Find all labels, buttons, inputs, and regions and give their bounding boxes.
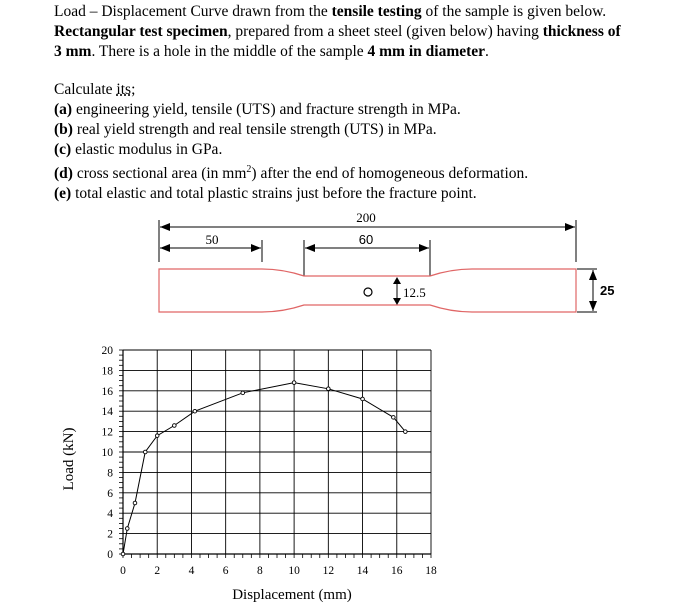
question-a: engineering yield, tensile (UTS) and fracture strength in MPa. (72, 101, 461, 118)
data-point (193, 409, 197, 413)
y-tick-label: 12 (101, 426, 113, 439)
dim-total-label: 200 (356, 210, 376, 225)
question-a-key: (a) (54, 101, 73, 118)
data-point (241, 391, 245, 395)
x-tick-label: 16 (391, 565, 403, 577)
y-tick-label: 10 (101, 447, 113, 459)
x-tick-label: 2 (154, 565, 161, 577)
dim-width-label: 25 (600, 283, 615, 298)
data-point (392, 416, 396, 420)
x-tick-label: 6 (222, 565, 229, 577)
x-tick-labels (120, 565, 437, 577)
dim-gauge-label: 60 (358, 232, 374, 247)
intro-bold: 3 mm (54, 43, 92, 60)
y-tick-label: 2 (107, 528, 113, 541)
data-point (404, 430, 408, 434)
question-b: real yield strength and real tensile strength (UTS) in MPa. (72, 121, 437, 138)
chart-grid (119, 350, 431, 558)
x-tick-label: 14 (356, 565, 369, 577)
x-tick-label: 8 (257, 565, 263, 577)
question-lead: ; (131, 81, 136, 98)
question-d-key: (d) (54, 165, 73, 183)
question-lead: Calculate (54, 81, 117, 98)
question-d: ) after the end of homogeneous deformation. (251, 165, 529, 183)
question-lead-its: its (116, 81, 132, 98)
intro-text: of the sample is given below. (421, 3, 607, 20)
data-point (361, 397, 365, 401)
x-axis-label: Displacement (mm) (232, 587, 352, 603)
x-tick-label: 18 (425, 565, 437, 577)
question-c-key: (c) (54, 141, 72, 158)
question-b-key: (b) (54, 121, 73, 138)
y-axis-label: Load (kN) (61, 427, 77, 491)
x-tick-label: 0 (120, 565, 126, 577)
y-tick-labels (102, 345, 114, 561)
data-point (173, 424, 177, 428)
y-tick-label: 16 (101, 385, 113, 398)
x-tick-label: 10 (288, 565, 300, 577)
intro-text: . There is a hole in the middle of the sample (91, 43, 368, 60)
question-e-key: (e) (54, 185, 72, 203)
data-point (143, 450, 147, 454)
intro-text: , prepared from a sheet steel (given below) having (227, 23, 543, 40)
question-e: total elastic and total plastic strains just before the fracture point. (71, 185, 477, 203)
y-tick-label: 18 (101, 365, 113, 378)
data-point (133, 501, 137, 505)
question-d-sup: 2 (246, 164, 252, 175)
y-tick-label: 14 (101, 406, 113, 419)
data-point (155, 434, 159, 438)
data-point (121, 552, 125, 556)
question-c: elastic modulus in GPa. (71, 141, 223, 158)
y-tick-label: 4 (107, 508, 113, 521)
y-tick-label: 0 (107, 549, 113, 561)
x-tick-label: 4 (188, 565, 195, 577)
intro-bold: 4 mm in diameter (367, 43, 486, 60)
data-point (292, 381, 296, 385)
x-tick-label: 12 (322, 565, 335, 577)
y-tick-label: 6 (107, 487, 113, 500)
dim-grip-label: 50 (205, 232, 219, 247)
intro-bold: tensile testing (331, 3, 422, 20)
intro-text: Load – Displacement Curve drawn from the (54, 3, 332, 20)
y-tick-label: 20 (101, 345, 113, 357)
intro-bold: Rectangular test specimen (54, 23, 228, 40)
data-point (327, 387, 331, 391)
intro-bold: thickness of (542, 23, 621, 40)
data-point (125, 527, 129, 531)
y-tick-label: 8 (107, 467, 113, 480)
dim-neck-label: 12.5 (403, 285, 426, 300)
question-d: cross sectional area (in mm (72, 165, 247, 183)
intro-text: . (485, 43, 489, 60)
chart-series (121, 381, 407, 556)
